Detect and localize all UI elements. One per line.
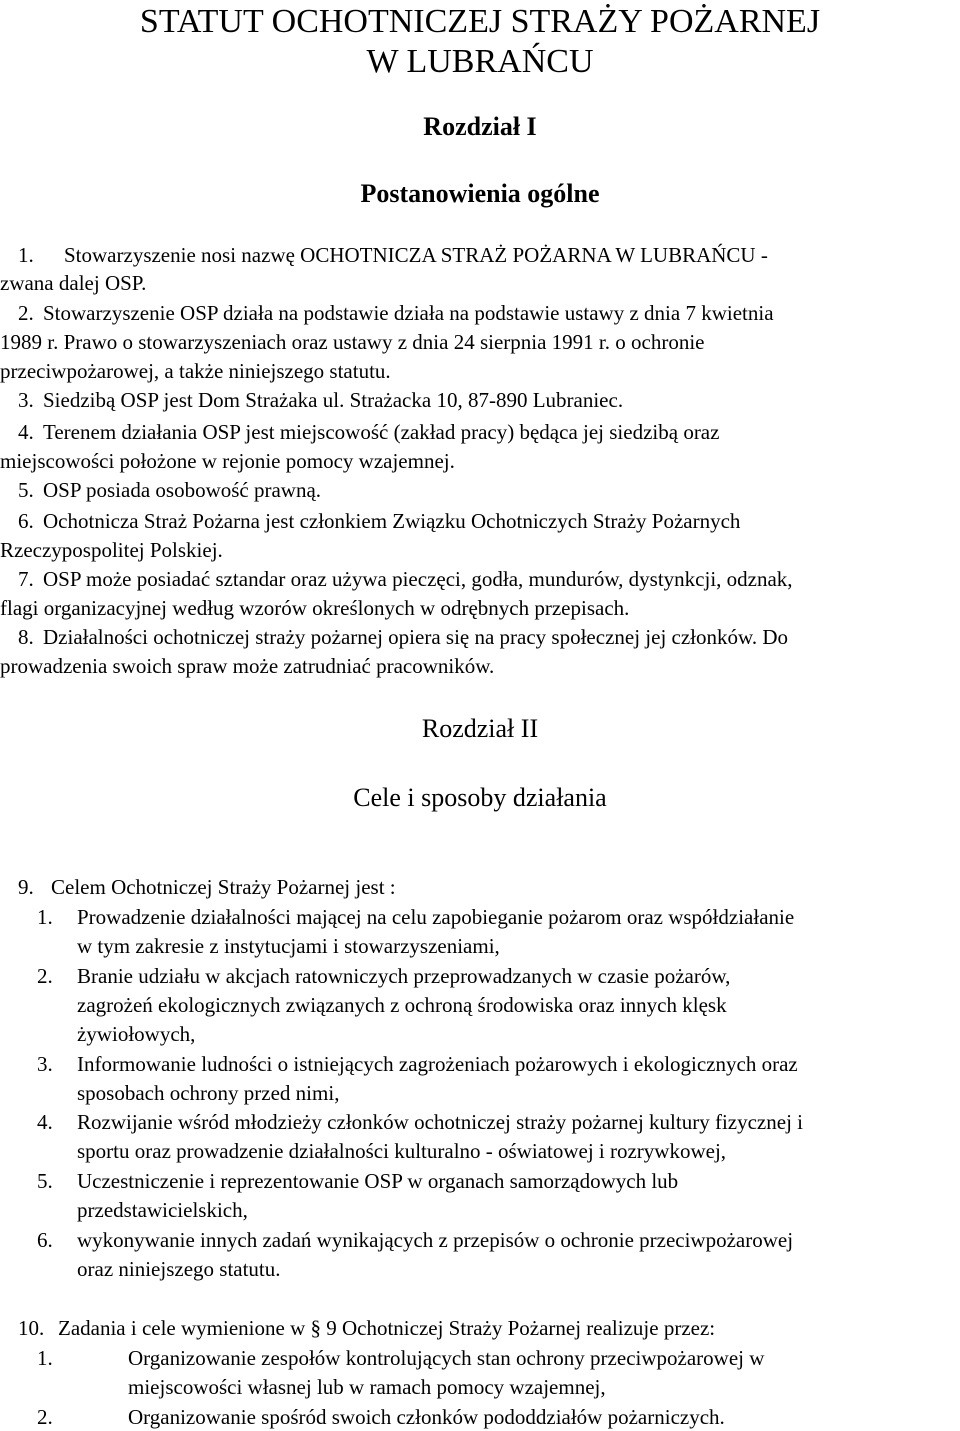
paragraph-number: 7. — [18, 567, 34, 591]
list-item-line: Informowanie ludności o istniejących zagrożeniach pożarowych i ekologicznych oraz — [77, 1052, 798, 1076]
paragraph-number: 4. — [18, 420, 34, 444]
list-item-line: żywiołowych, — [77, 1022, 196, 1046]
chapter-1-label: Rozdział I — [423, 112, 537, 141]
paragraph-number: 9. — [18, 875, 34, 899]
list-item-line: zagrożeń ekologicznych związanych z ochroną środowiska oraz innych klęsk — [77, 993, 727, 1017]
paragraph-number: 6. — [18, 509, 34, 533]
document-title-line-1: STATUT OCHOTNICZEJ STRAŻY POŻARNEJ — [139, 3, 821, 40]
paragraph-line: Stowarzyszenie nosi nazwę OCHOTNICZA STRAŻ POŻARNA W LUBRAŃCU - — [64, 243, 768, 267]
list-item-line: sportu oraz prowadzenie działalności kulturalno - oświatowej i rozrywkowej, — [77, 1139, 727, 1163]
paragraph-line: miejscowości położone w rejonie pomocy wzajemnej. — [0, 449, 455, 473]
list-item-line: miejscowości własnej lub w ramach pomocy wzajemnej, — [128, 1375, 606, 1399]
list-item-line: wykonywanie innych zadań wynikających z przepisów o ochronie przeciwpożarowej — [77, 1228, 794, 1252]
paragraph-number: 3. — [18, 388, 34, 412]
paragraph-line: flagi organizacyjnej według wzorów określonych w odrębnych przepisach. — [0, 596, 630, 620]
paragraph-line: Siedzibą OSP jest Dom Strażaka ul. Strażacka 10, 87-890 Lubraniec. — [43, 388, 624, 412]
paragraph-line: przeciwpożarowej, a także niniejszego statutu. — [0, 359, 391, 383]
document-title-line-2: W LUBRAŃCU — [366, 43, 594, 80]
list-item-number: 2. — [37, 1405, 53, 1429]
paragraph-line: Rzeczypospolitej Polskiej. — [0, 538, 223, 562]
paragraph-line: Ochotnicza Straż Pożarna jest członkiem Związku Ochotniczych Straży Pożarnych — [43, 509, 741, 533]
chapter-1-name: Postanowienia ogólne — [360, 179, 600, 208]
paragraph-line: Terenem działania OSP jest miejscowość (zakład pracy) będąca jej siedzibą oraz — [43, 420, 720, 444]
list-item-line: oraz niniejszego statutu. — [77, 1257, 281, 1281]
list-item-line: Branie udziału w akcjach ratowniczych przeprowadzanych w czasie pożarów, — [77, 964, 731, 988]
paragraph-line: Zadania i cele wymienione w § 9 Ochotniczej Straży Pożarnej realizuje przez: — [58, 1316, 716, 1340]
list-item-number: 1. — [37, 1346, 53, 1370]
list-item-line: w tym zakresie z instytucjami i stowarzyszeniami, — [77, 934, 500, 958]
list-item-number: 5. — [37, 1169, 53, 1193]
list-item-line: Organizowanie spośród swoich członków pododdziałów pożarniczych. — [128, 1405, 725, 1429]
paragraph-line: prowadzenia swoich spraw może zatrudniać pracowników. — [0, 654, 495, 678]
paragraph-line: Działalności ochotniczej straży pożarnej opiera się na pracy społecznej jej członków. Do — [43, 625, 788, 649]
list-item-number: 6. — [37, 1228, 53, 1252]
list-item-number: 4. — [37, 1110, 53, 1134]
paragraph-line: OSP posiada osobowość prawną. — [43, 478, 322, 502]
list-item-line: Organizowanie zespołów kontrolujących stan ochrony przeciwpożarowej w — [128, 1346, 765, 1370]
list-item-number: 2. — [37, 964, 53, 988]
paragraph-number: 5. — [18, 478, 34, 502]
chapter-2-name: Cele i sposoby działania — [353, 783, 607, 812]
chapter-2-label: Rozdział II — [421, 714, 539, 743]
paragraph-line: Celem Ochotniczej Straży Pożarnej jest : — [51, 875, 396, 899]
paragraph-number: 1. — [18, 243, 34, 267]
paragraph-line: OSP może posiadać sztandar oraz używa pieczęci, godła, mundurów, dystynkcji, odznak, — [43, 567, 793, 591]
paragraph-line: Stowarzyszenie OSP działa na podstawie działa na podstawie ustawy z dnia 7 kwietnia — [43, 301, 774, 325]
list-item-line: Prowadzenie działalności mającej na celu zapobieganie pożarom oraz współdziałanie — [77, 905, 795, 929]
list-item-line: Rozwijanie wśród młodzieży członków ochotniczej straży pożarnej kultury fizycznej i — [77, 1110, 803, 1134]
list-item-line: Uczestniczenie i reprezentowanie OSP w organach samorządowych lub — [77, 1169, 679, 1193]
list-item-line: przedstawicielskich, — [77, 1198, 248, 1222]
list-item-number: 1. — [37, 905, 53, 929]
paragraph-line: 1989 r. Prawo o stowarzyszeniach oraz ustawy z dnia 24 sierpnia 1991 r. o ochronie — [0, 330, 705, 354]
paragraph-line: zwana dalej OSP. — [0, 271, 147, 295]
paragraph-number: 2. — [18, 301, 34, 325]
paragraph-number: 10. — [18, 1316, 45, 1340]
list-item-number: 3. — [37, 1052, 53, 1076]
list-item-line: sposobach ochrony przed nimi, — [77, 1081, 340, 1105]
paragraph-number: 8. — [18, 625, 34, 649]
